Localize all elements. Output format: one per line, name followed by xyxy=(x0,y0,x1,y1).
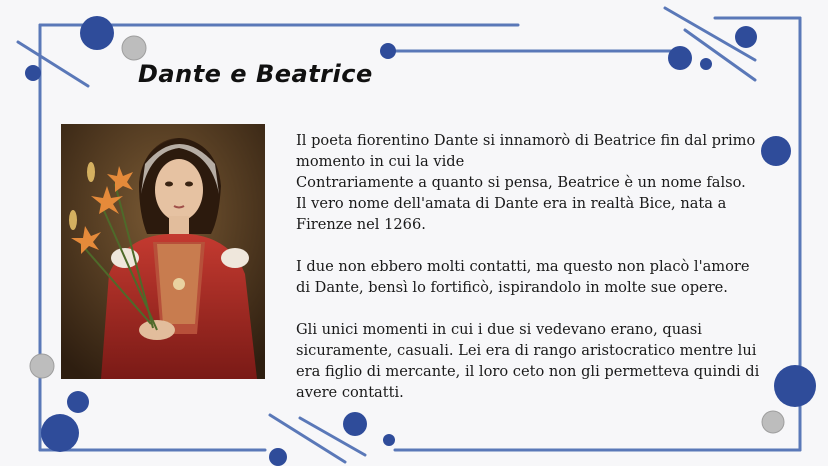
dot-navy xyxy=(269,448,287,466)
slide-title: Dante e Beatrice xyxy=(138,60,373,88)
dot-navy xyxy=(80,16,114,50)
paragraph-line: I due non ebbero molti contatti, ma questo non placò l'amore di Dante, bensì lo fortificò, ispirandolo in molte sue opere. xyxy=(296,258,750,296)
dot-navy xyxy=(67,391,89,413)
dot-navy xyxy=(25,65,41,81)
dot-navy xyxy=(383,434,395,446)
dot-navy xyxy=(735,26,757,48)
dot-navy xyxy=(774,365,816,407)
body-text xyxy=(296,130,766,403)
dot-navy xyxy=(668,46,692,70)
portrait-illustration xyxy=(61,124,265,379)
paragraph-line: Il poeta fiorentino Dante si innamorò di Beatrice fin dal primo momento in cui la vide xyxy=(296,132,756,170)
dot-navy xyxy=(380,43,396,59)
paragraph-gap xyxy=(296,235,766,256)
dot-grey xyxy=(122,36,146,60)
paragraph-line: Il vero nome dell'amata di Dante era in realtà Bice, nata a Firenze nel 1266. xyxy=(296,195,727,233)
dot-grey xyxy=(30,354,54,378)
beatrice-portrait-image xyxy=(61,124,265,379)
paragraph-gap xyxy=(296,298,766,319)
paragraph-line: Gli unici momenti in cui i due si vedevano erano, quasi sicuramente, casuali. Lei era di rango aristocratico mentre lui era figlio di mercante, il loro ceto non gli permetteva quindi di avere contatti. xyxy=(296,321,760,401)
dot-navy xyxy=(41,414,79,452)
dot-navy xyxy=(343,412,367,436)
paragraph-line: Contrariamente a quanto si pensa, Beatrice è un nome falso. xyxy=(296,174,746,191)
dot-grey xyxy=(762,411,784,433)
dot-navy xyxy=(700,58,712,70)
